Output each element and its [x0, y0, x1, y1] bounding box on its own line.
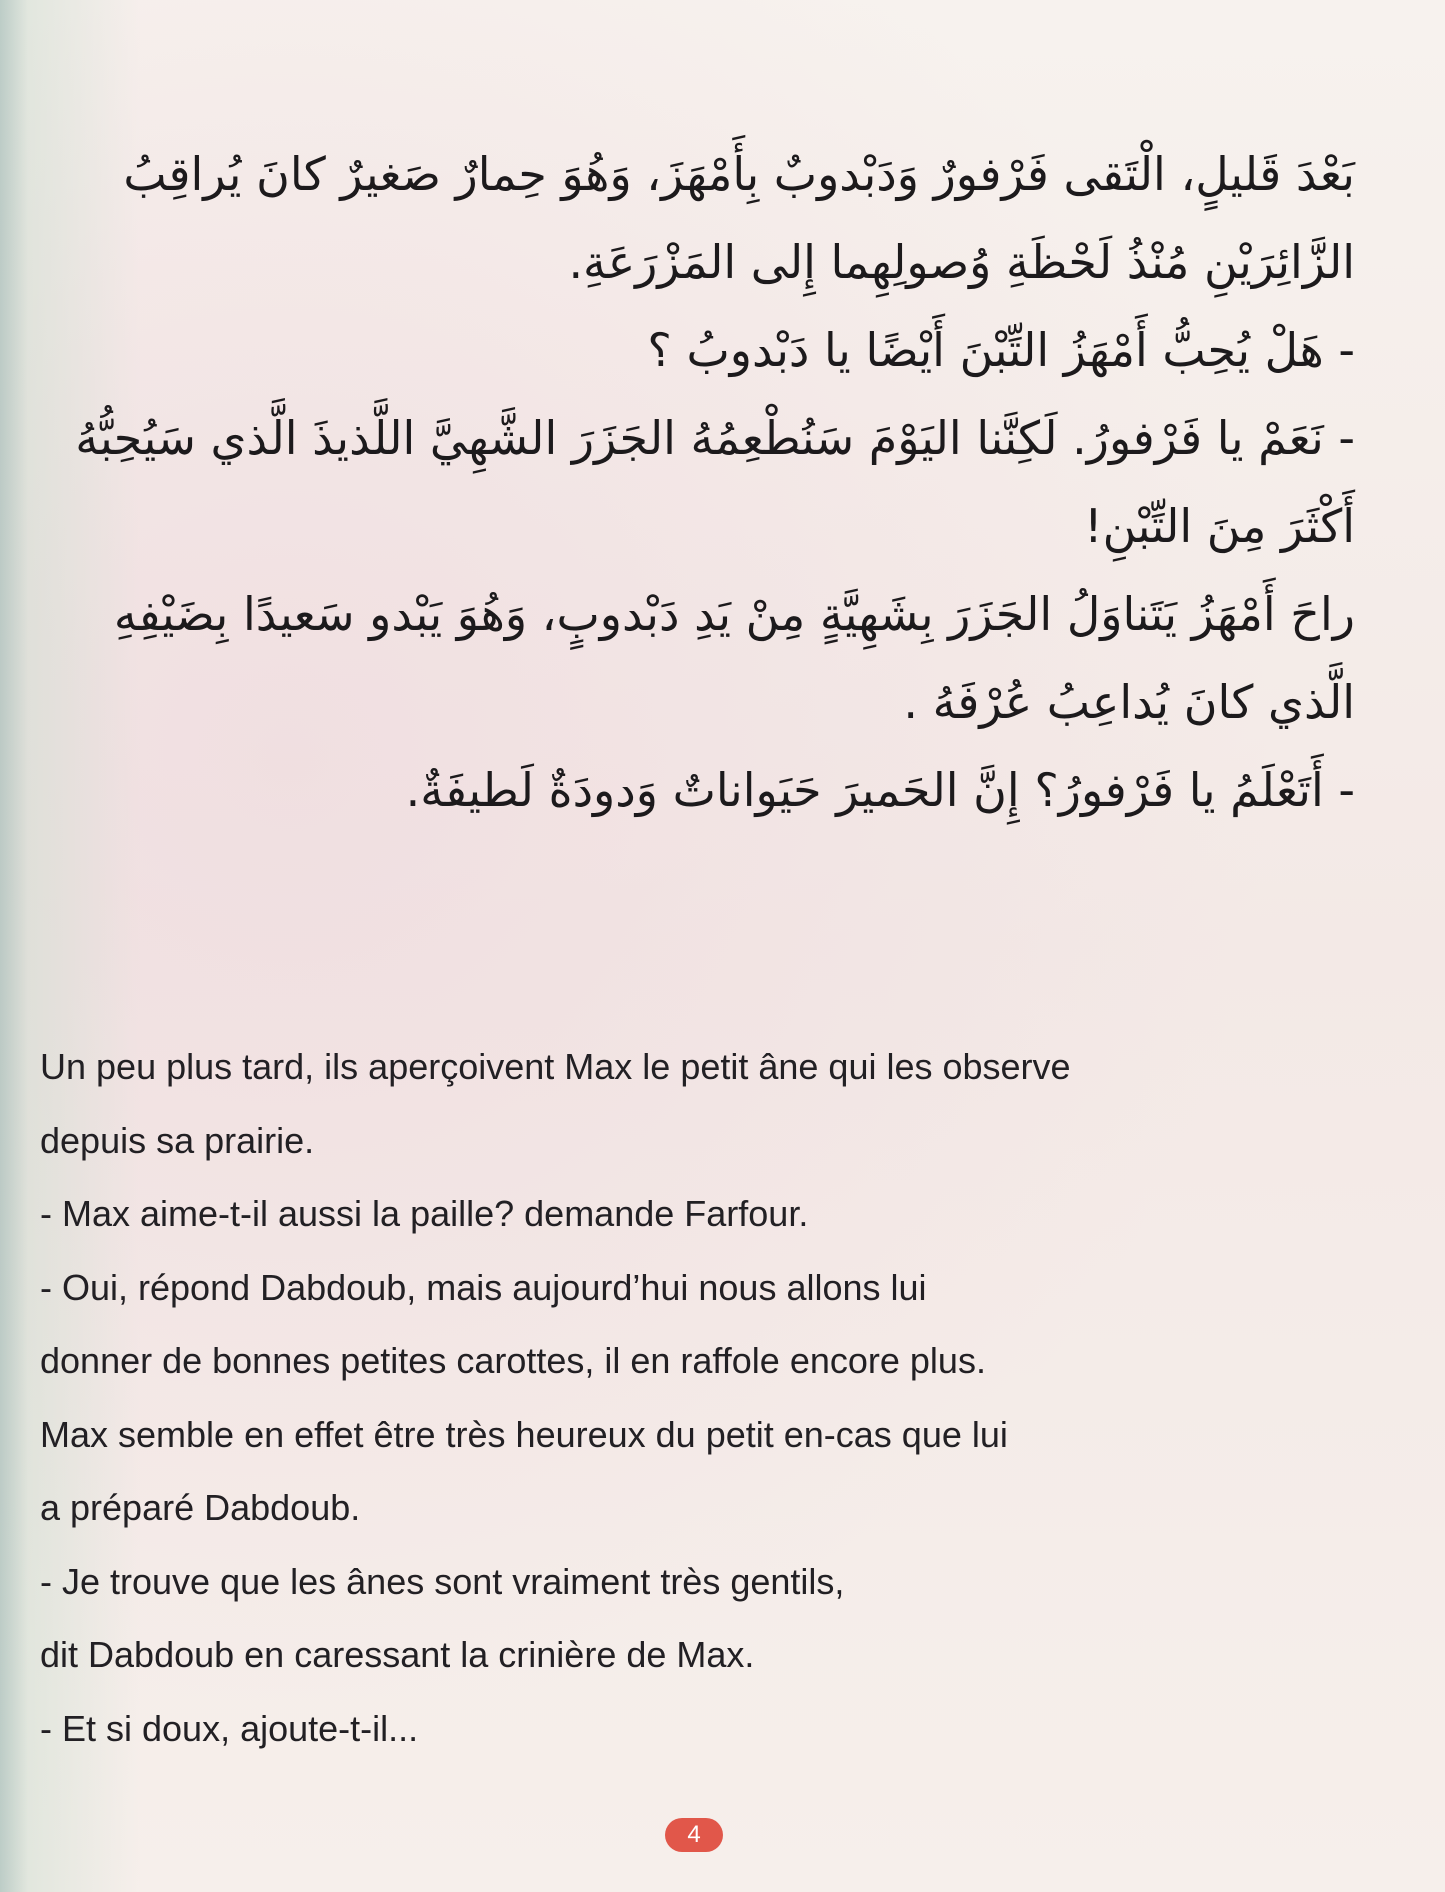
french-line: depuis sa prairie.: [40, 1119, 315, 1161]
arabic-line: - نَعَمْ يا فَرْفورُ. لَكِنَّنا اليَوْمَ سَنُطْعِمُهُ الجَزَرَ الشَّهِيَّ اللَّذيذَ الَّذي سَيُحِبُّهُ: [75, 411, 1355, 465]
arabic-line: أَكْثَرَ مِنَ التِّبْنِ!: [1084, 499, 1355, 553]
french-line: - Je trouve que les ânes sont vraiment très gentils,: [40, 1560, 845, 1602]
arabic-line: الزَّائِرَيْنِ مُنْذُ لَحْظَةِ وُصولِهِما إِلى المَزْرَعَةِ.: [568, 235, 1355, 289]
french-text-block: [40, 1030, 1240, 1765]
french-line: - Max aime-t-il aussi la paille? demande Farfour.: [40, 1193, 809, 1234]
arabic-line: الَّذي كانَ يُداعِبُ عُرْفَهُ .: [903, 675, 1355, 729]
arabic-line: - أَتَعْلَمُ يا فَرْفورُ؟ إِنَّ الحَميرَ حَيَواناتٌ وَدودَةٌ لَطيفَةٌ.: [405, 763, 1355, 817]
page-number-badge: 4: [665, 1818, 723, 1852]
french-line: Max semble en effet être très heureux du petit en-cas que lui: [40, 1413, 1008, 1455]
french-line: - Oui, répond Dabdoub, mais aujourd’hui nous allons lui: [40, 1266, 927, 1308]
arabic-text-block: [75, 130, 1355, 834]
french-line: donner de bonnes petites carottes, il en raffole encore plus.: [40, 1340, 986, 1381]
french-line: dit Dabdoub en caressant la crinière de Max.: [40, 1634, 755, 1675]
french-line: - Et si doux, ajoute-t-il...: [40, 1707, 419, 1749]
arabic-line: - هَلْ يُحِبُّ أَمْهَزُ التِّبْنَ أَيْضًا يا دَبْدوبُ ؟: [647, 323, 1355, 377]
page-binding-shadow: [0, 0, 28, 1892]
french-line: Un peu plus tard, ils aperçoivent Max le petit âne qui les observe: [40, 1046, 1071, 1087]
french-line: a préparé Dabdoub.: [40, 1487, 361, 1528]
arabic-line: راحَ أَمْهَزُ يَتَناوَلُ الجَزَرَ بِشَهِيَّةٍ مِنْ يَدِ دَبْدوبٍ، وَهُوَ يَبْدو سَعيدًا بِضَيْفِهِ: [113, 587, 1355, 641]
arabic-line: بَعْدَ قَليلٍ، الْتَقى فَرْفورٌ وَدَبْدوبٌ بِأَمْهَزَ، وَهُوَ حِمارٌ صَغيرٌ كانَ يُراقِبُ: [123, 147, 1355, 201]
